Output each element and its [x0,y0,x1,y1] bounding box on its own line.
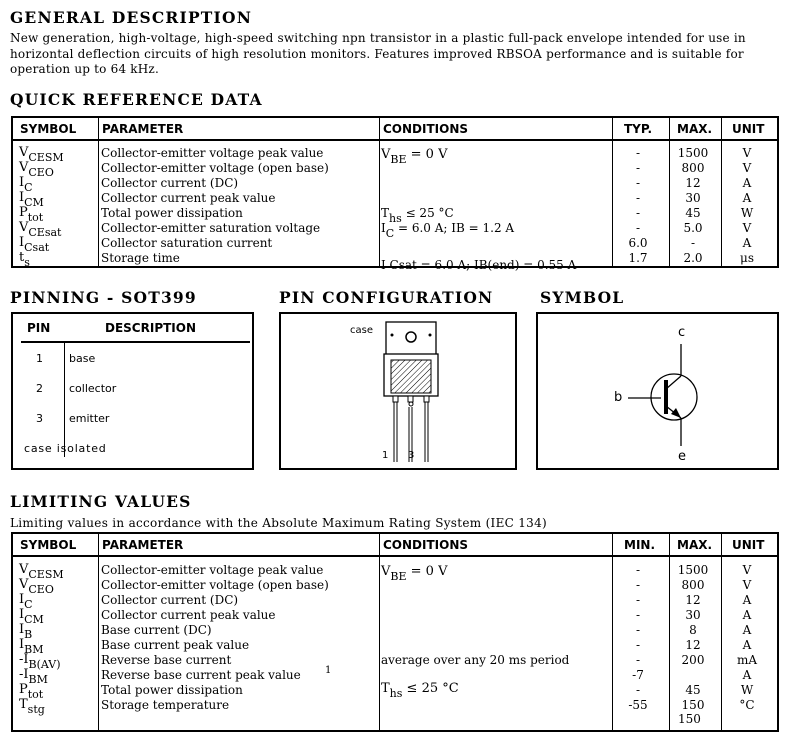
row-parameter: Collector-emitter voltage peak value [101,563,324,577]
row-unit: V [742,221,752,235]
row-min: - [635,683,641,697]
row-unit: μs [740,251,754,265]
quick-reference-title: QUICK REFERENCE DATA [10,90,263,109]
col-typ: TYP. [624,122,653,136]
row-parameter: Collector-emitter voltage peak value [101,146,324,160]
row-max: 30 [685,191,701,205]
row-max: 150 [681,698,705,712]
row-parameter: Base current peak value [101,638,250,652]
col-max: MAX. [677,122,713,136]
row-max: 12 [685,638,701,652]
row-unit: V [742,563,752,577]
limit-cond-vbe: $V_{BE} = 0$ V [381,564,448,583]
limit-footnote-mark: 1 [325,665,332,676]
row-symbol: $I_C$ [19,175,33,194]
row-symbol: $I_{CM}$ [19,607,44,626]
row-symbol: $I_{CM}$ [19,190,44,209]
general-line: New generation, high-voltage, high-speed switching npn transistor in a plastic full-pack envelope intended for use in [10,31,746,45]
row-max: 30 [685,608,701,622]
col-min: MIN. [624,538,656,552]
row-parameter: Total power dissipation [101,683,243,697]
col-unit: UNIT [732,538,765,552]
row-parameter: Collector current peak value [101,608,276,622]
row-unit: A [742,608,752,622]
row-unit: W [740,683,754,697]
row-unit: W [740,206,754,220]
row-max: 45 [685,206,701,220]
row-max: 8 [689,623,697,637]
row-unit: A [742,236,752,250]
row-typ: 1.7 [628,251,648,265]
row-unit: A [742,191,752,205]
row-max: 45 [685,683,701,697]
col-conditions: CONDITIONS [383,538,469,552]
limit-cut-max: 150 [678,712,701,726]
row-symbol: $-I_{BM}$ [19,667,48,686]
row-min: -7 [632,668,644,682]
row-typ: 6.0 [628,236,648,250]
row-parameter: Storage temperature [101,698,230,712]
row-parameter: Reverse base current [101,653,232,667]
row-max: 12 [685,593,701,607]
row-symbol: $I_{Csat}$ [19,235,50,254]
case-note: case isolated [24,442,107,455]
row-min: - [635,578,641,592]
row-symbol: $T_{stg}$ [19,697,45,716]
row-unit: A [742,668,752,682]
limiting-values-title: LIMITING VALUES [10,492,192,511]
pin-number: 1 [36,352,43,365]
npn-transistor-symbol [538,314,777,468]
general-description-title: GENERAL DESCRIPTION [10,8,253,27]
row-parameter: Collector-emitter voltage (open base) [101,161,329,175]
limit-cond-ths: $T_{hs} \le 25$ °C [381,681,459,700]
row-parameter: Total power dissipation [101,206,243,220]
symbol-collector-label: c [678,325,686,340]
pin-description: base [69,352,96,365]
col-unit: UNIT [732,122,765,136]
row-typ: - [635,161,641,175]
pin-configuration-title: PIN CONFIGURATION [279,288,494,307]
general-line: operation up to 64 kHz. [10,62,159,76]
case-label: case [350,325,373,336]
row-parameter: Collector current (DC) [101,593,239,607]
row-symbol: $t_s$ [19,250,30,269]
row-min: - [635,608,641,622]
row-max: 800 [681,578,705,592]
row-unit: A [742,593,752,607]
pinning-title: PINNING - SOT399 [10,288,197,307]
row-typ: - [635,206,641,220]
row-typ: - [635,146,641,160]
row-parameter: Collector current peak value [101,191,276,205]
quick-cond-icsat-clipped: I Csat = 6.0 A; IB(end) = 0.55 A [381,258,577,272]
row-max: 200 [681,653,705,667]
row-symbol: $V_{CESM}$ [19,562,64,581]
row-symbol: $V_{CEO}$ [19,160,54,179]
general-line: horizontal deflection circuits of high resolution monitors. Features improved RBSOA performance and is suitable for [10,46,744,61]
row-parameter: Collector current (DC) [101,176,239,190]
row-min: - [635,623,641,637]
lead-label-left: 1 [382,450,389,461]
pin-number: 3 [36,412,43,425]
limit-cond-average: average over any 20 ms period [381,653,570,667]
row-unit: V [742,146,752,160]
row-unit: °C [739,698,755,712]
pinning-table [11,312,254,470]
row-min: - [635,593,641,607]
lead-label-right: 3 [408,450,415,461]
symbol-base-label: b [614,390,623,405]
col-symbol: SYMBOL [20,122,77,136]
package-drawing [281,314,515,468]
row-unit: V [742,578,752,592]
row-parameter: Collector saturation current [101,236,273,250]
quick-cond-vbe: $V_{BE} = 0$ V [381,147,448,166]
row-unit: A [742,623,752,637]
row-min: -55 [628,698,648,712]
symbol-emitter-label: e [678,449,686,464]
col-max: MAX. [677,538,713,552]
row-max: 800 [681,161,705,175]
row-symbol: $V_{CEsat}$ [19,220,62,239]
row-min: - [635,638,641,652]
pin-number: 2 [36,382,43,395]
limiting-values-subtitle: Limiting values in accordance with the Absolute Maximum Rating System (IEC 134) [10,516,548,530]
row-max: 1500 [677,146,709,160]
col-symbol: SYMBOL [20,538,77,552]
quick-cond-ths: Ths ≤ 25 °C [381,206,454,225]
row-symbol: $I_{BM}$ [19,637,44,656]
row-unit: V [742,161,752,175]
pin-description: collector [69,382,117,395]
quick-cond-ic: IC = 6.0 A; IB = 1.2 A [381,221,515,240]
symbol-title: SYMBOL [540,288,625,307]
row-parameter: Collector-emitter voltage (open base) [101,578,329,592]
row-symbol: $P_{tot}$ [19,682,44,701]
row-max: 5.0 [683,221,703,235]
pin-header: PIN [27,321,51,335]
row-parameter: Base current (DC) [101,623,212,637]
pin-configuration-box [279,312,517,470]
row-max: 1500 [677,563,709,577]
row-max: - [690,236,696,250]
row-min: - [635,563,641,577]
row-max: 2.0 [683,251,703,265]
row-max: 12 [685,176,701,190]
row-parameter: Storage time [101,251,180,265]
symbol-box [536,312,779,470]
row-unit: A [742,638,752,652]
row-unit: mA [736,653,758,667]
row-symbol: $V_{CEO}$ [19,577,54,596]
row-symbol: $V_{CESM}$ [19,145,64,164]
row-symbol: $I_B$ [19,622,33,641]
col-parameter: PARAMETER [102,538,184,552]
general-description-text [10,31,790,78]
row-symbol: $P_{tot}$ [19,205,44,224]
row-min: - [635,653,641,667]
row-symbol: $I_C$ [19,592,33,611]
col-conditions: CONDITIONS [383,122,469,136]
row-symbol: $-I_{B(AV)}$ [19,652,61,671]
row-parameter: Reverse base current peak value [101,668,301,682]
pin-description: emitter [69,412,110,425]
row-unit: A [742,176,752,190]
row-typ: - [635,221,641,235]
row-typ: - [635,191,641,205]
col-parameter: PARAMETER [102,122,184,136]
description-header: DESCRIPTION [105,321,197,335]
row-parameter: Collector-emitter saturation voltage [101,221,321,235]
row-typ: - [635,176,641,190]
